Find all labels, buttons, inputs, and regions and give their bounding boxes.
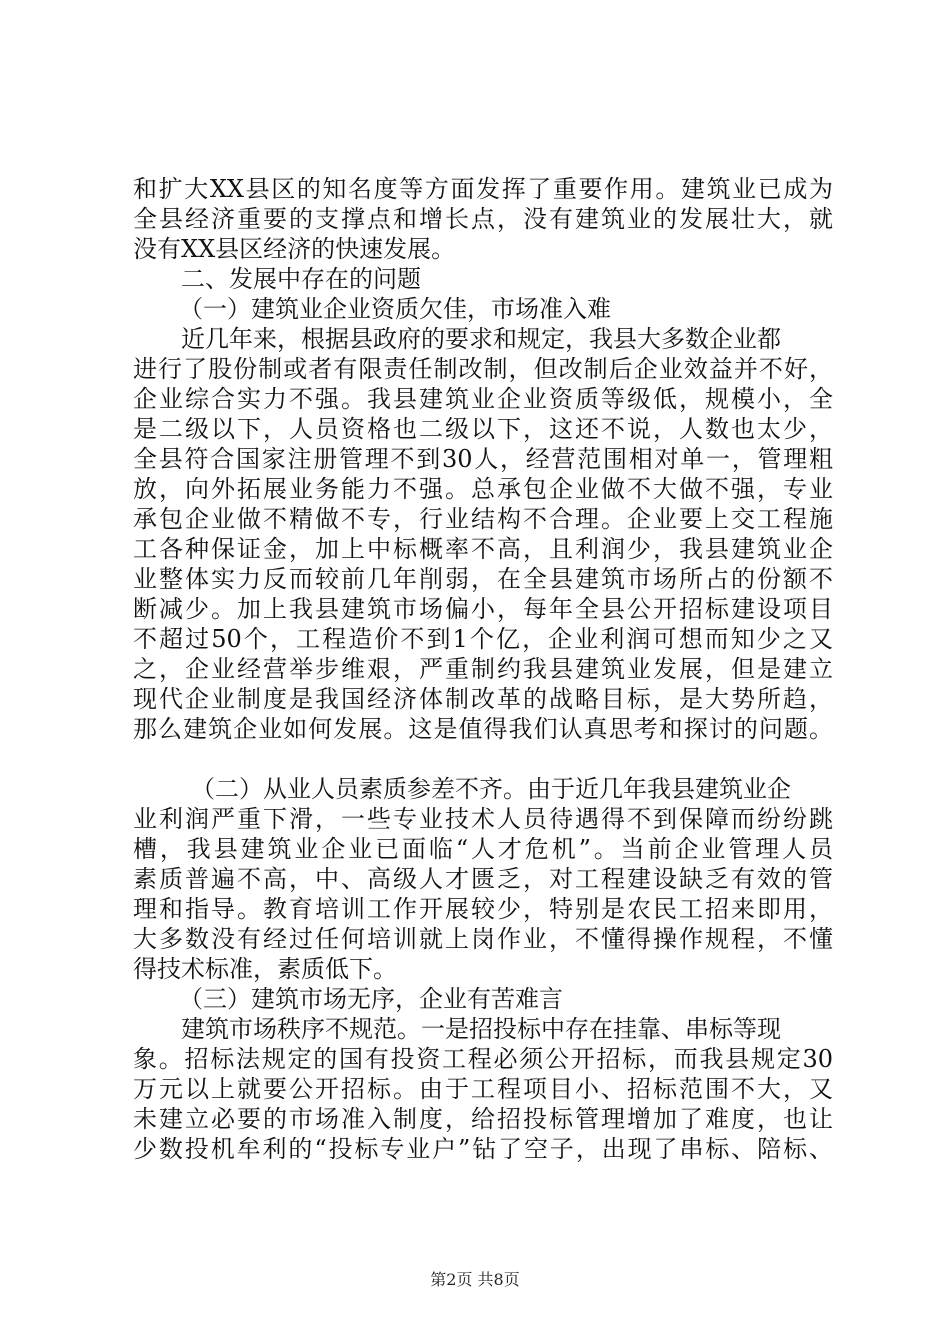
text-line: 那么建筑企业如何发展。这是值得我们认真思考和探讨的问题。 — [133, 715, 833, 743]
text-line: 近几年来，根据县政府的要求和规定，我县大多数企业都 — [181, 325, 781, 353]
text-line: （二）从业人员素质参差不齐。由于近几年我县建筑业企 — [191, 775, 791, 803]
text-line: 万元以上就要公开招标。由于工程项目小、招标范围不大，又 — [133, 1075, 833, 1103]
text-line: 放，向外拓展业务能力不强。总承包企业做不大做不强，专业 — [133, 475, 833, 503]
text-line: 承包企业做不精做不专，行业结构不合理。企业要上交工程施 — [133, 505, 833, 533]
text-line: 进行了股份制或者有限责任制改制，但改制后企业效益并不好， — [133, 355, 833, 383]
section-heading: （三）建筑市场无序，企业有苦难言 — [179, 985, 563, 1013]
text-line: 建筑市场秩序不规范。一是招投标中存在挂靠、串标等现 — [181, 1015, 781, 1043]
text-line: 未建立必要的市场准入制度，给招投标管理增加了难度，也让 — [133, 1105, 833, 1133]
blank-line — [133, 744, 833, 774]
text-line: 象。招标法规定的国有投资工程必须公开招标，而我县规定30 — [133, 1045, 833, 1073]
text-line: 断减少。加上我县建筑市场偏小，每年全县公开招标建设项目 — [133, 595, 833, 623]
text-line: 全县经济重要的支撑点和增长点，没有建筑业的发展壮大，就 — [133, 205, 833, 233]
document-body — [133, 174, 833, 1164]
text-line: 是二级以下，人员资格也二级以下，这还不说，人数也太少， — [133, 415, 833, 443]
text-line: 没有XX县区经济的快速发展。 — [133, 235, 456, 263]
section-heading: 二、发展中存在的问题 — [181, 265, 421, 293]
text-line: 不超过50个，工程造价不到1个亿，企业利润可想而知少之又 — [133, 625, 833, 653]
text-line: 槽，我县建筑业企业已面临“人才危机”。当前企业管理人员 — [133, 835, 833, 863]
text-line: 素质普遍不高，中、高级人才匮乏，对工程建设缺乏有效的管 — [133, 865, 833, 893]
text-line: 现代企业制度是我国经济体制改革的战略目标，是大势所趋， — [133, 685, 833, 713]
page-footer: 第2页 共8页 — [430, 1270, 520, 1289]
text-line: 少数投机牟利的“投标专业户”钻了空子，出现了串标、陪标、 — [133, 1135, 833, 1163]
text-line: 业利润严重下滑，一些专业技术人员待遇得不到保障而纷纷跳 — [133, 805, 833, 833]
section-heading: （一）建筑业企业资质欠佳，市场准入难 — [179, 295, 611, 323]
text-line: 企业综合实力不强。我县建筑业企业资质等级低，规模小，全 — [133, 385, 833, 413]
text-line: 之，企业经营举步维艰，严重制约我县建筑业发展，但是建立 — [133, 655, 833, 683]
text-line: 大多数没有经过任何培训就上岗作业，不懂得操作规程，不懂 — [133, 925, 833, 953]
text-line: 和扩大XX县区的知名度等方面发挥了重要作用。建筑业已成为 — [133, 175, 833, 203]
text-line: 理和指导。教育培训工作开展较少，特别是农民工招来即用， — [133, 895, 833, 923]
text-line: 全县符合国家注册管理不到30人，经营范围相对单一，管理粗 — [133, 445, 833, 473]
text-line: 得技术标准，素质低下。 — [133, 955, 397, 983]
text-line: 业整体实力反而较前几年削弱，在全县建筑市场所占的份额不 — [133, 565, 833, 593]
text-line: 工各种保证金，加上中标概率不高，且利润少，我县建筑业企 — [133, 535, 833, 563]
